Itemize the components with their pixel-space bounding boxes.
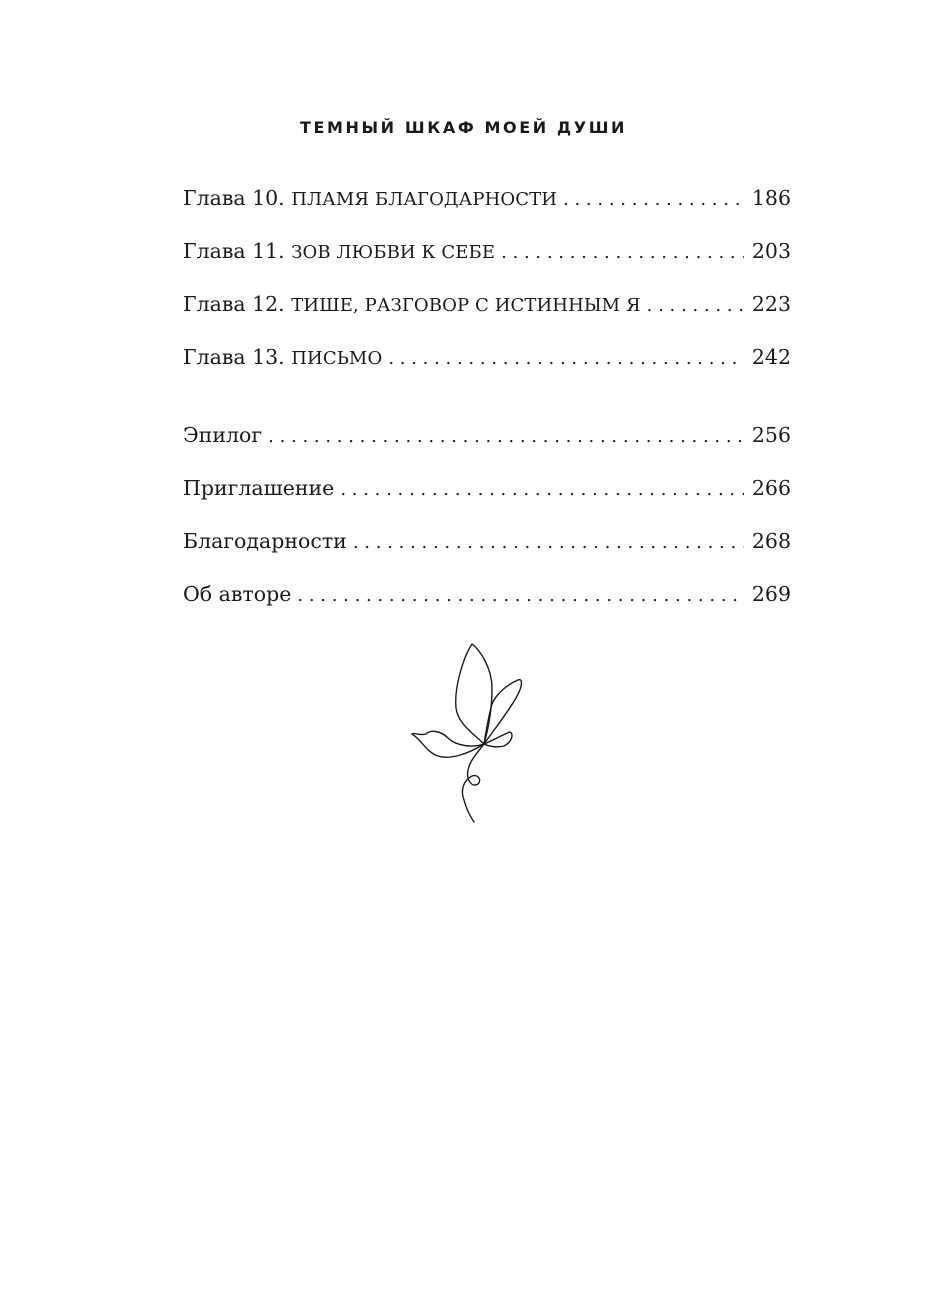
chapter-prefix: Глава 12. (183, 292, 285, 316)
toc-entry-chapter-11 (183, 239, 791, 292)
running-head: ТЕМНЫЙ ШКАФ МОЕЙ ДУШИ (299, 118, 628, 137)
chapter-title: ПЛАМЯ БЛАГОДАРНОСТИ (291, 189, 558, 210)
entry-label (183, 292, 641, 316)
toc-entry-acknowledgements (183, 529, 791, 582)
page-number: 269 (751, 582, 791, 606)
chapter-title: ПИСЬМО (291, 348, 383, 369)
page-number: 223 (751, 292, 791, 316)
page-number: 268 (751, 529, 791, 553)
page-number: 242 (751, 345, 791, 369)
dot-leader (501, 242, 744, 263)
dot-leader (353, 532, 744, 553)
dot-leader (268, 426, 744, 447)
chapter-title: ТИШЕ, РАЗГОВОР С ИСТИННЫМ Я (291, 295, 641, 316)
entry-label (183, 186, 557, 210)
chapter-prefix: Глава 13. (183, 345, 285, 369)
toc-chapters (183, 186, 791, 398)
page-number: 186 (751, 186, 791, 210)
dot-leader (388, 348, 744, 369)
entry-title: Благодарности (183, 529, 347, 553)
toc-entry-invitation (183, 476, 791, 529)
toc-entry-chapter-10 (183, 186, 791, 239)
toc-entry-about-author (183, 582, 791, 635)
page-number: 266 (751, 476, 791, 500)
page-number: 256 (751, 423, 791, 447)
chapter-title: ЗОВ ЛЮБВИ К СЕБЕ (291, 242, 496, 263)
toc-back-matter (183, 423, 791, 635)
dot-leader (340, 479, 744, 500)
chapter-prefix: Глава 10. (183, 186, 285, 210)
dot-leader (297, 585, 743, 606)
toc-entry-epilogue (183, 423, 791, 476)
entry-title: Приглашение (183, 476, 335, 500)
dot-leader (647, 295, 744, 316)
page-number: 203 (751, 239, 791, 263)
butterfly-line-art-icon (408, 638, 528, 828)
chapter-prefix: Глава 11. (183, 239, 285, 263)
entry-label (183, 345, 382, 369)
entry-title: Об авторе (183, 582, 292, 606)
dot-leader (563, 189, 744, 210)
entry-title: Эпилог (183, 423, 263, 447)
toc-entry-chapter-13 (183, 345, 791, 398)
entry-label (183, 239, 495, 263)
toc-entry-chapter-12 (183, 292, 791, 345)
